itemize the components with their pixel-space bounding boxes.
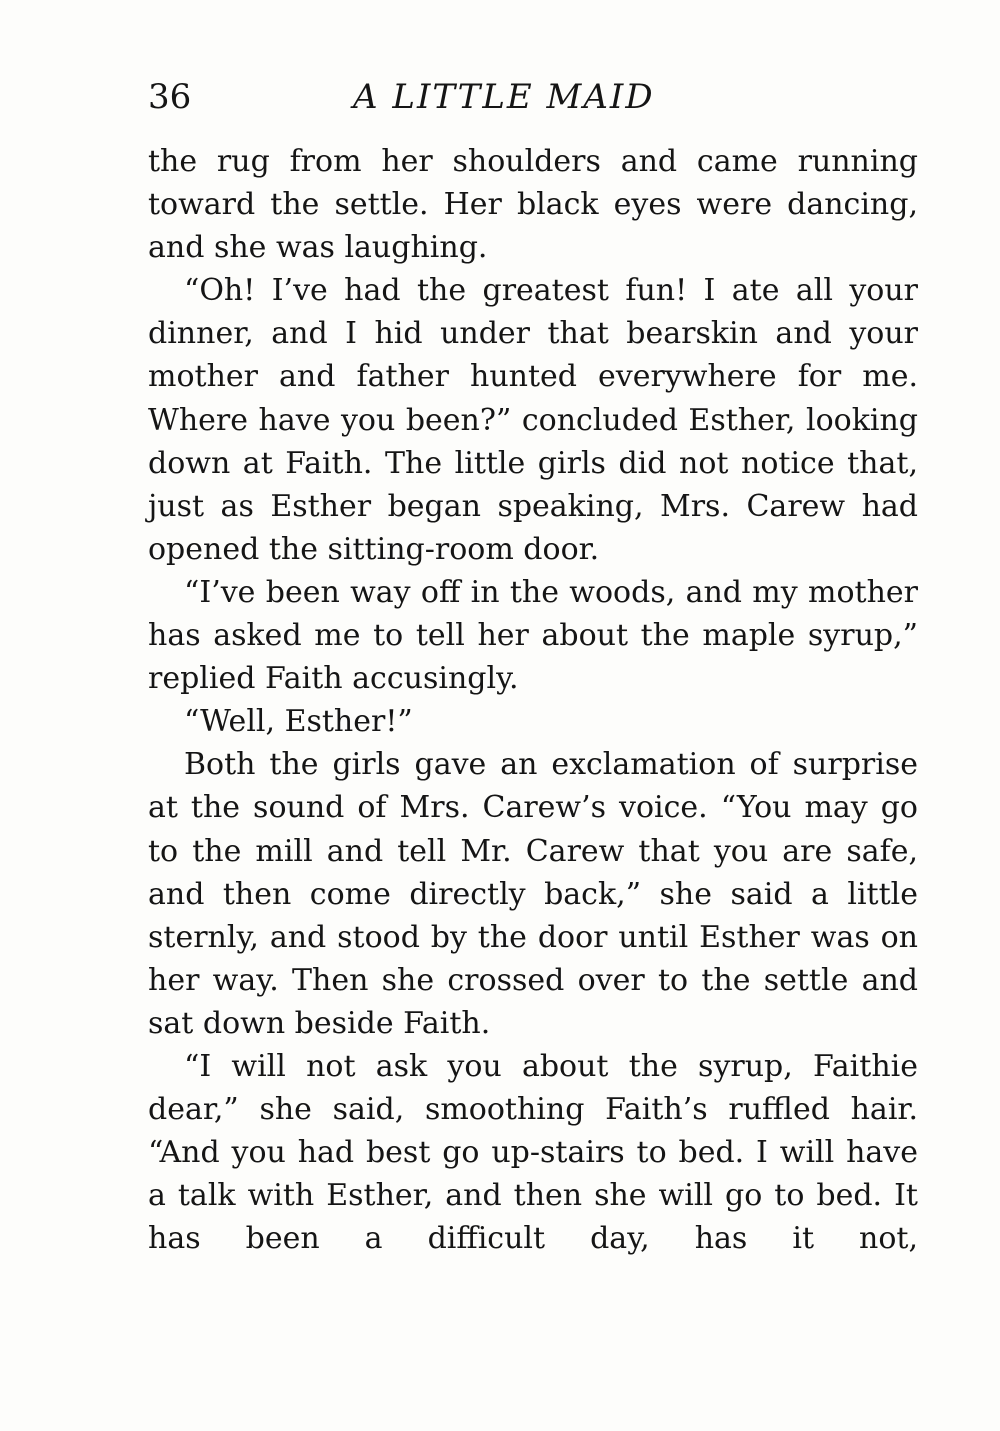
paragraph: “I’ve been way off in the woods, and my mother has asked me to tell her about the maple syrup,” replied Faith accusingly. xyxy=(148,574,918,697)
paragraph: “Oh! I’ve had the greatest fun! I ate all your dinner, and I hid under that bearskin and your mother and father hunted everywhere for me. Where have you been?” concluded Esther, looking down at Faith. The little girls did not notice that, just as Esther began speaking, Mrs. Carew had opened the sitting-room door. xyxy=(148,273,918,567)
page-number: 36 xyxy=(148,77,192,117)
running-title: A LITTLE MAID xyxy=(353,77,655,117)
paragraph: Both the girls gave an exclamation of surprise at the sound of Mrs. Carew’s voice. “You may go to the mill and tell Mr. Carew that you are safe, and then come directly back,” she said a little sternly, and stood by the door until Esther was on her way. Then she crossed over to the settle and sat down beside Faith. xyxy=(148,747,918,1041)
page-header xyxy=(148,74,918,124)
paragraph: “Well, Esther!” xyxy=(184,704,413,740)
paragraph: “I will not ask you about the syrup, Faithie dear,” she said, smoothing Faith’s ruffled hair. “And you had best go up-stairs to bed. I will have a talk with Esther, and then she will go to bed. It has been a difficult day, has it not, xyxy=(148,1048,918,1257)
paragraph: the rug from her shoulders and came running toward the settle. Her black eyes were dancing, and she was laughing. xyxy=(148,144,918,266)
body-text xyxy=(148,140,918,1260)
